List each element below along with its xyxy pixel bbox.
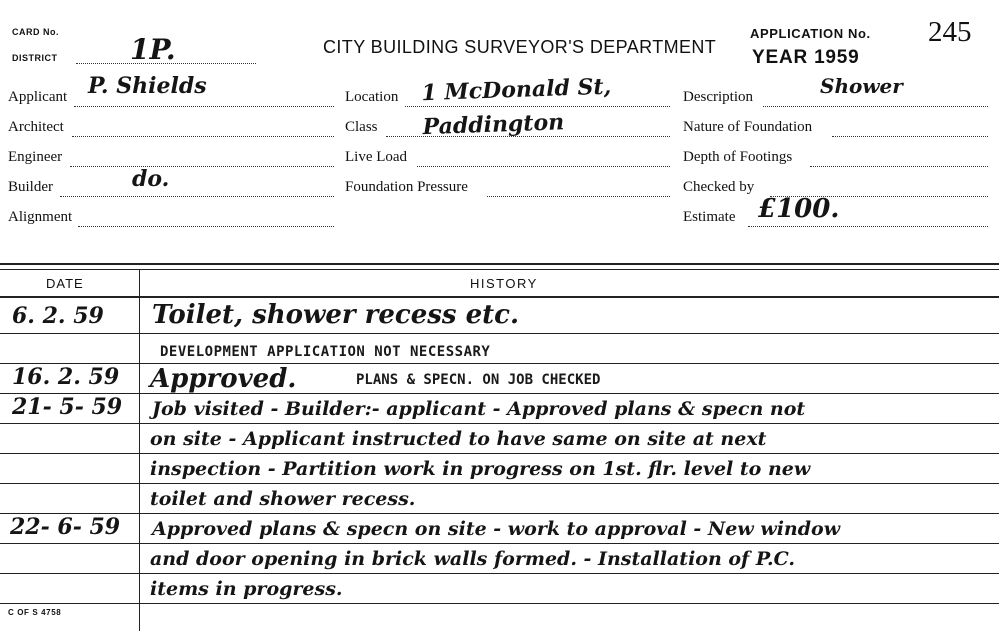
history-column-header: HISTORY bbox=[470, 276, 538, 291]
entry-date: 22- 6- 59 bbox=[10, 514, 121, 540]
location-value: 1 McDonald St, Paddington bbox=[421, 73, 612, 141]
checked-by-label: Checked by bbox=[683, 179, 755, 195]
estimate-label: Estimate bbox=[683, 209, 736, 225]
district-value: 1P. bbox=[130, 33, 176, 66]
location-label: Location bbox=[345, 89, 399, 105]
district-label: DISTRICT bbox=[12, 53, 58, 63]
alignment-label: Alignment bbox=[8, 209, 73, 225]
history-line bbox=[0, 333, 999, 334]
entry-history-line: inspection - Partition work in progress on 1st. flr. level to new bbox=[150, 458, 811, 480]
estimate-value: £100. bbox=[758, 194, 840, 224]
table-header-rule bbox=[0, 296, 999, 298]
engineer-line bbox=[70, 166, 334, 167]
class-line bbox=[386, 136, 670, 137]
entry-history-line: Toilet, shower recess etc. bbox=[152, 300, 520, 330]
entry-history-line: items in progress. bbox=[150, 578, 343, 600]
application-number: 245 bbox=[928, 16, 972, 48]
plans-checked-stamp: PLANS & SPECN. ON JOB CHECKED bbox=[356, 372, 601, 388]
entry-date: 16. 2. 59 bbox=[12, 364, 120, 390]
entry-history-line: Job visited - Builder:- applicant - Approved plans & specn not bbox=[152, 398, 806, 420]
foundation-pressure-label: Foundation Pressure bbox=[345, 179, 468, 195]
builder-value: do. bbox=[132, 166, 170, 192]
header-rule-top bbox=[0, 263, 999, 265]
foundation-pressure-line bbox=[487, 196, 670, 197]
nature-of-foundation-label: Nature of Foundation bbox=[683, 119, 813, 135]
history-line bbox=[0, 453, 999, 454]
description-line bbox=[763, 106, 988, 107]
entry-date: 6. 2. 59 bbox=[12, 303, 104, 329]
history-line bbox=[0, 513, 999, 514]
header-rule-bottom bbox=[0, 269, 999, 270]
entry-history-line: toilet and shower recess. bbox=[150, 488, 416, 510]
card-no-label: CARD No. bbox=[12, 27, 59, 37]
alignment-line bbox=[78, 226, 334, 227]
applicant-label: Applicant bbox=[8, 89, 68, 105]
date-column-header: DATE bbox=[46, 276, 84, 291]
estimate-line bbox=[748, 226, 988, 227]
history-line bbox=[0, 603, 999, 604]
applicant-value: P. Shields bbox=[88, 73, 207, 99]
builder-line bbox=[60, 196, 334, 197]
live-load-label: Live Load bbox=[345, 149, 408, 165]
description-value: Shower bbox=[820, 74, 903, 98]
form-code: C OF S 4758 bbox=[8, 608, 62, 617]
year-label: YEAR 1959 bbox=[752, 47, 860, 68]
applicant-line bbox=[74, 106, 334, 107]
history-line bbox=[0, 423, 999, 424]
entry-history-line: on site - Applicant instructed to have same on site at next bbox=[150, 428, 767, 450]
history-line bbox=[0, 573, 999, 574]
development-application-stamp: DEVELOPMENT APPLICATION NOT NECESSARY bbox=[160, 344, 491, 360]
entry-history-line: Approved plans & specn on site - work to approval - New window bbox=[152, 518, 841, 540]
history-line bbox=[0, 483, 999, 484]
depth-of-footings-line bbox=[810, 166, 988, 167]
architect-label: Architect bbox=[8, 119, 64, 135]
entry-history-line: and door opening in brick walls formed. - Installation of P.C. bbox=[150, 548, 796, 570]
date-column-divider bbox=[139, 270, 140, 631]
history-line bbox=[0, 543, 999, 544]
engineer-label: Engineer bbox=[8, 149, 63, 165]
builder-label: Builder bbox=[8, 179, 53, 195]
nature-of-foundation-line bbox=[832, 136, 988, 137]
live-load-line bbox=[417, 166, 670, 167]
entry-date: 21- 5- 59 bbox=[12, 394, 123, 420]
depth-of-footings-label: Depth of Footings bbox=[683, 149, 793, 165]
description-label: Description bbox=[683, 89, 753, 105]
architect-line bbox=[72, 136, 334, 137]
department-title: CITY BUILDING SURVEYOR'S DEPARTMENT bbox=[323, 37, 717, 57]
class-label: Class bbox=[345, 119, 378, 135]
entry-history-line: Approved. bbox=[150, 364, 297, 394]
application-no-label: APPLICATION No. bbox=[750, 26, 871, 41]
